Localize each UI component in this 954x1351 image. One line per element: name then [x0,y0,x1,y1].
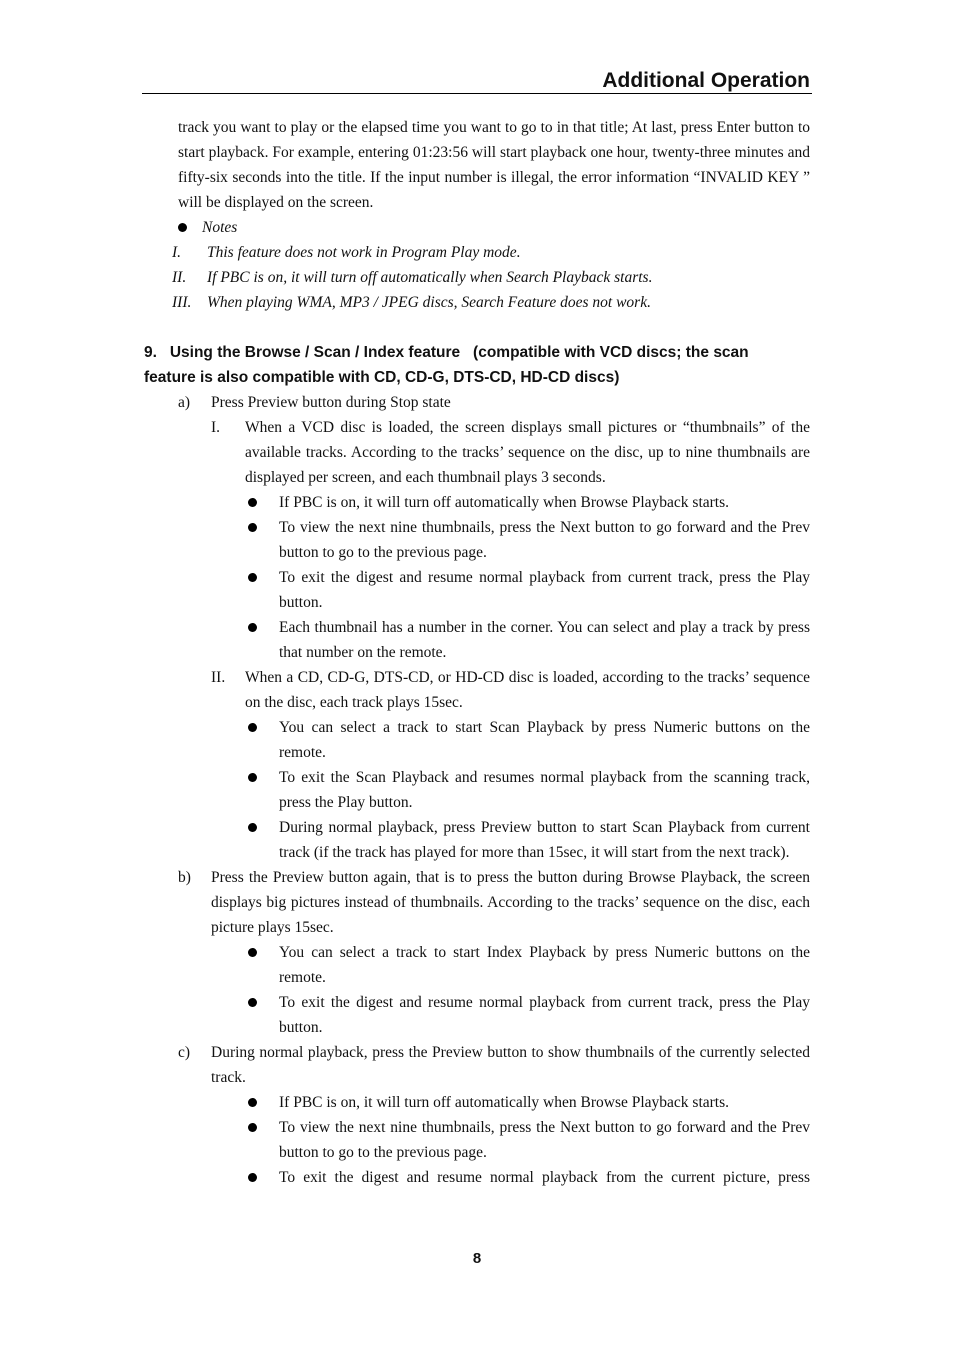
bullet-item [245,990,810,1040]
bullet-icon [248,573,257,582]
bullet-item [245,815,810,865]
bullet-text: To exit the digest and resume normal playback from the current picture, press [279,1169,810,1186]
bullet-icon [248,948,257,957]
note-item [172,240,954,265]
subitem-II [211,665,810,715]
bullet-item [245,515,810,565]
note-item [172,290,954,315]
intro-paragraph: track you want to play or the elapsed time you want to go to in that title; At last, press Enter button to start playback. For example, entering 01:23:56 will start playback one hour, twenty-three minutes and fifty-six seconds into the title. If the input number is illegal, the error information “INVALID KEY ” will be displayed on the screen. [178,119,810,211]
bullet-item [245,565,810,615]
item-text: Press the Preview button again, that is to press the button during Browse Playback, the screen displays big pictures instead of thumbnails. According to the tracks’ sequence on the disc, each picture plays 15sec. [211,869,810,936]
bullet-text: If PBC is on, it will turn off automatically when Browse Playback starts. [279,1094,730,1111]
item-label: b) [178,869,191,886]
bullet-icon [248,773,257,782]
bullet-text: Each thumbnail has a number in the corner. You can select and play a track by press that number on the remote. [279,619,810,661]
subitem-I [211,415,810,490]
bullet-icon [248,1173,257,1182]
note-number: II. [172,269,187,286]
notes-label: Notes [202,219,238,236]
bullet-item [245,490,810,515]
bullet-icon [248,823,257,832]
bullet-text: You can select a track to start Index Playback by press Numeric buttons on the remote. [279,944,810,986]
note-number: I. [172,244,182,261]
section-heading-line2: feature is also compatible with CD, CD-G, DTS-CD, HD-CD discs) [144,369,620,386]
bullet-text: To view the next nine thumbnails, press the Next button to go forward and the Prev button to go to the previous page. [279,519,810,561]
page-header: Additional Operation [142,68,812,94]
bullet-item [245,1115,810,1165]
bullet-icon [248,498,257,507]
item-a [178,390,810,415]
note-item [172,265,954,290]
bullet-icon [248,1098,257,1107]
bullet-icon [248,1123,257,1132]
page-number: 8 [472,1250,482,1267]
note-text: If PBC is on, it will turn off automatically when Search Playback starts. [207,269,653,286]
bullet-text: To exit the digest and resume normal playback from current track, press the Play button. [279,569,810,611]
item-b [178,865,810,940]
note-text: When playing WMA, MP3 / JPEG discs, Search Feature does not work. [207,294,651,311]
bullet-item [245,715,810,765]
item-text: Press Preview button during Stop state [211,394,451,411]
bullet-icon [248,723,257,732]
notes-heading [178,215,954,240]
section-heading-line1: 9. Using the Browse / Scan / Index feature (compatible with VCD discs; the scan [144,344,749,361]
bullet-text: You can select a track to start Scan Playback by press Numeric buttons on the remote. [279,719,810,761]
item-text: During normal playback, press the Preview button to show thumbnails of the currently selected track. [211,1044,810,1086]
item-c [178,1040,810,1090]
bullet-item [245,1165,810,1190]
subitem-text: When a CD, CD-G, DTS-CD, or HD-CD disc is loaded, according to the tracks’ sequence on the disc, each track plays 15sec. [245,669,810,711]
subitem-number: II. [211,669,226,686]
subitem-number: I. [211,419,221,436]
page-content [0,115,954,1190]
item-label: a) [178,394,191,411]
note-number: III. [172,294,192,311]
bullet-text: To view the next nine thumbnails, press the Next button to go forward and the Prev button to go to the previous page. [279,1119,810,1161]
bullet-icon [248,523,257,532]
item-label: c) [178,1044,191,1061]
bullet-text: If PBC is on, it will turn off automatically when Browse Playback starts. [279,494,730,511]
bullet-item [245,765,810,815]
bullet-text: To exit the digest and resume normal playback from current track, press the Play button. [279,994,810,1036]
note-text: This feature does not work in Program Play mode. [207,244,521,261]
bullet-icon [178,223,187,232]
bullet-item [245,940,810,990]
bullet-text: To exit the Scan Playback and resumes normal playback from the scanning track, press the Play button. [279,769,810,811]
bullet-text: During normal playback, press Preview button to start Scan Playback from current track (if the track has played for more than 15sec, it will start from the next track). [279,819,810,861]
bullet-icon [248,623,257,632]
bullet-item [245,615,810,665]
subitem-text: When a VCD disc is loaded, the screen displays small pictures or “thumbnails” of the available tracks. According to the tracks’ sequence on the disc, up to nine thumbnails are displayed per screen, and each thumbnail plays 3 seconds. [245,419,810,486]
bullet-item [245,1090,810,1115]
bullet-icon [248,998,257,1007]
